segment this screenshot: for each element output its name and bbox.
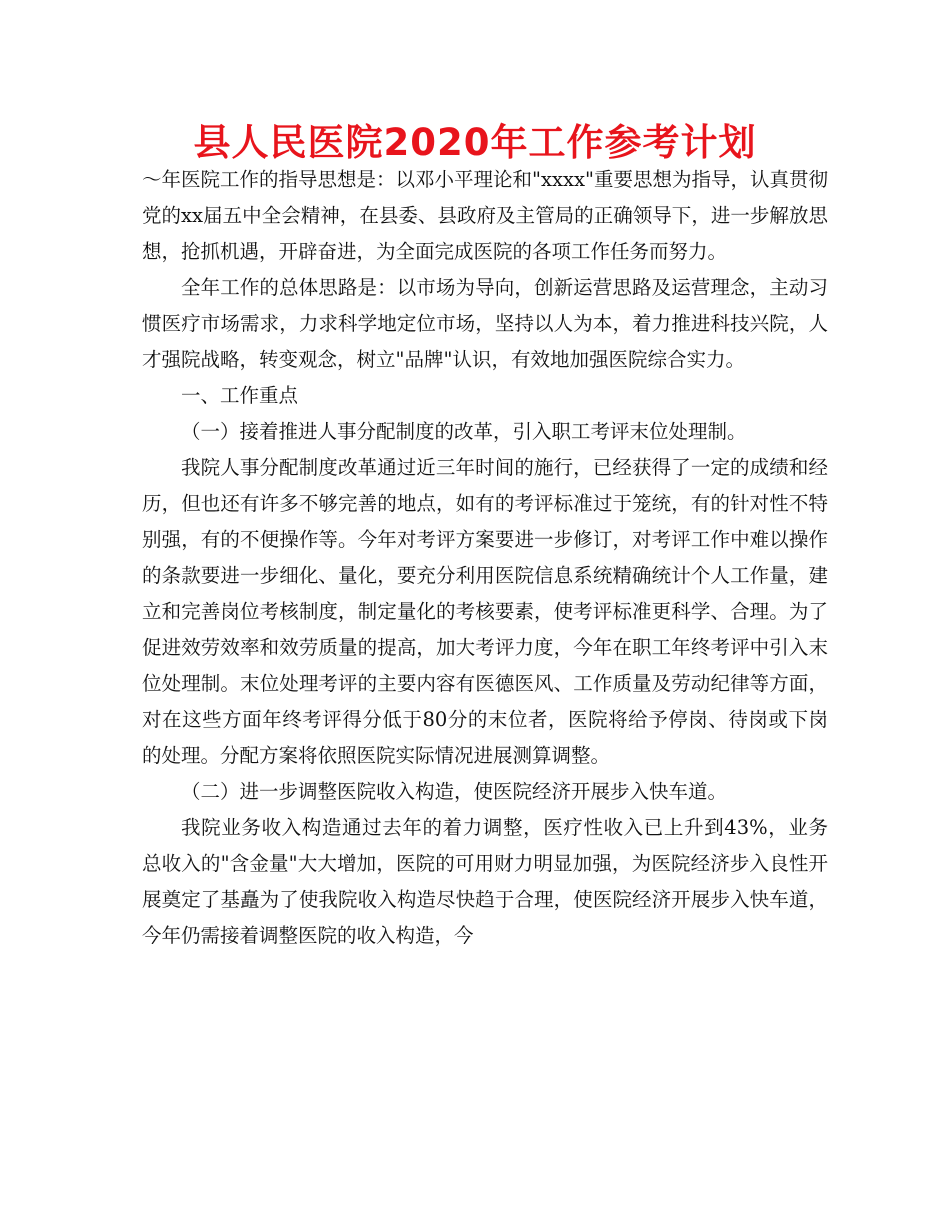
paragraph-personnel-reform: 我院人事分配制度改革通过近三年时间的施行，已经获得了一定的成绩和经历，但也还有许多不够完善的地点，如有的考评标准过于笼统，有的针对性不特别强，有的不便操作等。今年对考评方案要进一步修订，对考评工作中难以操作的条款要进一步细化、量化，要充分利用医院信息系统精确统计个人工作量，建立和完善岗位考核制度，制定量化的考核要素，使考评标准更科学、合理。为了促进效劳效率和效劳质量的提高，加大考评力度，今年在职工年终考评中引入末位处理制。末位处理考评的主要内容有医德医风、工作质量及劳动纪律等方面，对在这些方面年终考评得分低于80分的末位者，医院将给予停岗、待岗或下岗的处理。分配方案将依照医院实际情况进展测算调整。 — [142, 456, 828, 767]
paragraph-guiding-ideology: ～年医院工作的指导思想是：以邓小平理论和"xxxx"重要思想为指导，认真贯彻党的xx届五中全会精神，在县委、县政府及主管局的正确领导下，进一步解放思想，抢抓机遇，开辟奋进，为全面完成医院的各项工作任务而努力。 — [142, 168, 828, 263]
document-title: 县人民医院2020年工作参考计划 — [193, 121, 757, 164]
paragraph-overall-approach: 全年工作的总体思路是：以市场为导向，创新运营思路及运营理念，主动习惯医疗市场需求，力求科学地定位市场，坚持以人为本，着力推进科技兴院，人才强院战略，转变观念，树立"品牌"认识，有效地加强医院综合实力。 — [142, 276, 828, 371]
subsection-heading-personnel-reform: （一）接着推进人事分配制度的改革，引入职工考评末位处理制。 — [181, 420, 747, 443]
section-heading-work-focus: 一、工作重点 — [181, 384, 299, 407]
paragraph-income-structure: 我院业务收入构造通过去年的着力调整，医疗性收入已上升到43%，业务总收入的"含金量"大大增加，医院的可用财力明显加强，为医院经济步入良性开展奠定了基矗为了使我院收入构造尽快趋于合理，使医院经济开展步入快车道，今年仍需接着调整医院的收入构造，今 — [142, 816, 828, 947]
document-body — [142, 162, 828, 954]
subsection-heading-income-structure: （二）进一步调整医院收入构造，使医院经济开展步入快车道。 — [181, 780, 728, 803]
